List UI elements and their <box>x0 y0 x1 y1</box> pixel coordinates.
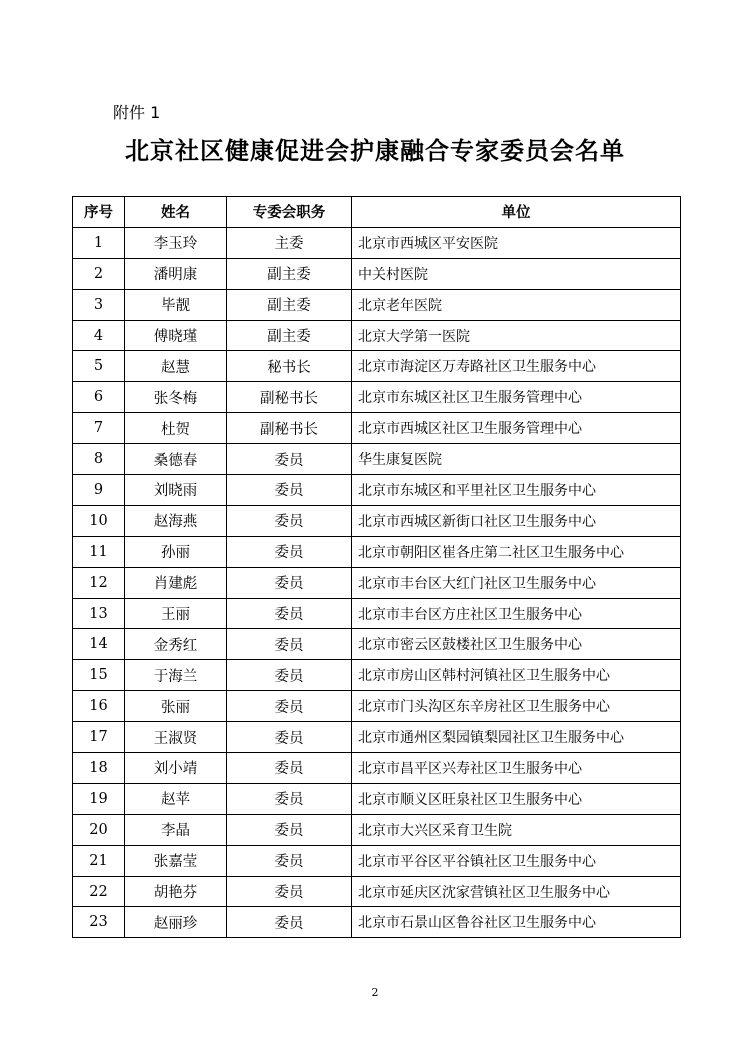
member-position: 委员 <box>227 783 352 814</box>
member-organization: 北京市房山区韩村河镇社区卫生服务中心 <box>352 660 681 691</box>
row-index: 8 <box>73 444 125 475</box>
row-index: 11 <box>73 536 125 567</box>
member-position: 委员 <box>227 598 352 629</box>
row-index: 20 <box>73 814 125 845</box>
member-organization: 北京市丰台区大红门社区卫生服务中心 <box>352 567 681 598</box>
table-row <box>73 814 681 845</box>
member-organization: 北京大学第一医院 <box>352 320 681 351</box>
row-index: 2 <box>73 258 125 289</box>
member-organization: 北京市昌平区兴寿社区卫生服务中心 <box>352 753 681 784</box>
member-name: 刘晓雨 <box>125 475 227 506</box>
row-index: 1 <box>73 227 125 258</box>
member-organization: 北京市西城区新街口社区卫生服务中心 <box>352 505 681 536</box>
member-organization: 北京市延庆区沈家营镇社区卫生服务中心 <box>352 876 681 907</box>
table-row <box>73 289 681 320</box>
row-index: 17 <box>73 722 125 753</box>
table-row <box>73 660 681 691</box>
member-position: 委员 <box>227 753 352 784</box>
member-name: 赵海燕 <box>125 505 227 536</box>
member-name: 李玉玲 <box>125 227 227 258</box>
member-position: 副主委 <box>227 258 352 289</box>
row-index: 22 <box>73 876 125 907</box>
table-body <box>73 227 681 937</box>
member-name: 毕靓 <box>125 289 227 320</box>
member-name: 肖建彪 <box>125 567 227 598</box>
member-organization: 北京市西城区社区卫生服务管理中心 <box>352 413 681 444</box>
member-name: 王丽 <box>125 598 227 629</box>
committee-roster-table <box>72 196 681 938</box>
table-row <box>73 783 681 814</box>
member-name: 张冬梅 <box>125 382 227 413</box>
table-row <box>73 722 681 753</box>
member-organization: 北京市石景山区鲁谷社区卫生服务中心 <box>352 907 681 938</box>
member-position: 委员 <box>227 660 352 691</box>
member-name: 胡艳芬 <box>125 876 227 907</box>
member-position: 委员 <box>227 629 352 660</box>
member-name: 潘明康 <box>125 258 227 289</box>
member-name: 刘小靖 <box>125 753 227 784</box>
member-position: 副秘书长 <box>227 413 352 444</box>
member-position: 委员 <box>227 907 352 938</box>
column-header-index: 序号 <box>73 197 125 228</box>
member-organization: 华生康复医院 <box>352 444 681 475</box>
table-row <box>73 413 681 444</box>
column-header-position: 专委会职务 <box>227 197 352 228</box>
page-title: 北京社区健康促进会护康融合专家委员会名单 <box>125 136 625 165</box>
row-index: 14 <box>73 629 125 660</box>
member-name: 赵慧 <box>125 351 227 382</box>
table-row <box>73 536 681 567</box>
member-organization: 北京市密云区鼓楼社区卫生服务中心 <box>352 629 681 660</box>
table-row <box>73 320 681 351</box>
member-organization: 北京市大兴区采育卫生院 <box>352 814 681 845</box>
member-name: 张丽 <box>125 691 227 722</box>
table-row <box>73 258 681 289</box>
member-organization: 北京市顺义区旺泉社区卫生服务中心 <box>352 783 681 814</box>
row-index: 18 <box>73 753 125 784</box>
member-position: 副主委 <box>227 320 352 351</box>
table-row <box>73 629 681 660</box>
member-position: 委员 <box>227 876 352 907</box>
member-position: 副秘书长 <box>227 382 352 413</box>
member-name: 桑德春 <box>125 444 227 475</box>
member-name: 王淑贤 <box>125 722 227 753</box>
table-header-row <box>73 197 681 228</box>
table-row <box>73 444 681 475</box>
member-position: 委员 <box>227 814 352 845</box>
member-name: 金秀红 <box>125 629 227 660</box>
table-row <box>73 567 681 598</box>
member-organization: 北京市西城区平安医院 <box>352 227 681 258</box>
row-index: 7 <box>73 413 125 444</box>
member-name: 孙丽 <box>125 536 227 567</box>
member-organization: 北京市朝阳区崔各庄第二社区卫生服务中心 <box>352 536 681 567</box>
member-name: 张嘉莹 <box>125 845 227 876</box>
member-position: 委员 <box>227 691 352 722</box>
row-index: 21 <box>73 845 125 876</box>
table-row <box>73 907 681 938</box>
member-organization: 北京老年医院 <box>352 289 681 320</box>
member-organization: 北京市东城区社区卫生服务管理中心 <box>352 382 681 413</box>
member-name: 于海兰 <box>125 660 227 691</box>
table-row <box>73 382 681 413</box>
member-position: 主委 <box>227 227 352 258</box>
member-organization: 北京市门头沟区东辛房社区卫生服务中心 <box>352 691 681 722</box>
member-organization: 中关村医院 <box>352 258 681 289</box>
member-position: 委员 <box>227 845 352 876</box>
row-index: 6 <box>73 382 125 413</box>
member-organization: 北京市海淀区万寿路社区卫生服务中心 <box>352 351 681 382</box>
attachment-label: 附件 1 <box>113 103 161 122</box>
row-index: 4 <box>73 320 125 351</box>
row-index: 16 <box>73 691 125 722</box>
row-index: 13 <box>73 598 125 629</box>
table-row <box>73 691 681 722</box>
member-organization: 北京市通州区梨园镇梨园社区卫生服务中心 <box>352 722 681 753</box>
member-position: 委员 <box>227 536 352 567</box>
table-row <box>73 351 681 382</box>
table-row <box>73 505 681 536</box>
member-position: 副主委 <box>227 289 352 320</box>
member-position: 委员 <box>227 444 352 475</box>
table-row <box>73 598 681 629</box>
member-name: 赵苹 <box>125 783 227 814</box>
member-name: 李晶 <box>125 814 227 845</box>
page-number: 2 <box>371 986 379 999</box>
row-index: 12 <box>73 567 125 598</box>
row-index: 19 <box>73 783 125 814</box>
table-row <box>73 227 681 258</box>
member-organization: 北京市平谷区平谷镇社区卫生服务中心 <box>352 845 681 876</box>
member-organization: 北京市东城区和平里社区卫生服务中心 <box>352 475 681 506</box>
table-row <box>73 753 681 784</box>
row-index: 10 <box>73 505 125 536</box>
row-index: 3 <box>73 289 125 320</box>
member-name: 杜贺 <box>125 413 227 444</box>
member-name: 赵丽珍 <box>125 907 227 938</box>
table-row <box>73 845 681 876</box>
row-index: 5 <box>73 351 125 382</box>
row-index: 23 <box>73 907 125 938</box>
member-position: 委员 <box>227 475 352 506</box>
member-name: 傅晓瑾 <box>125 320 227 351</box>
table-row <box>73 475 681 506</box>
member-position: 委员 <box>227 567 352 598</box>
table-row <box>73 876 681 907</box>
member-position: 委员 <box>227 505 352 536</box>
row-index: 15 <box>73 660 125 691</box>
member-position: 秘书长 <box>227 351 352 382</box>
member-organization: 北京市丰台区方庄社区卫生服务中心 <box>352 598 681 629</box>
column-header-organization: 单位 <box>352 197 681 228</box>
member-position: 委员 <box>227 722 352 753</box>
column-header-name: 姓名 <box>125 197 227 228</box>
row-index: 9 <box>73 475 125 506</box>
